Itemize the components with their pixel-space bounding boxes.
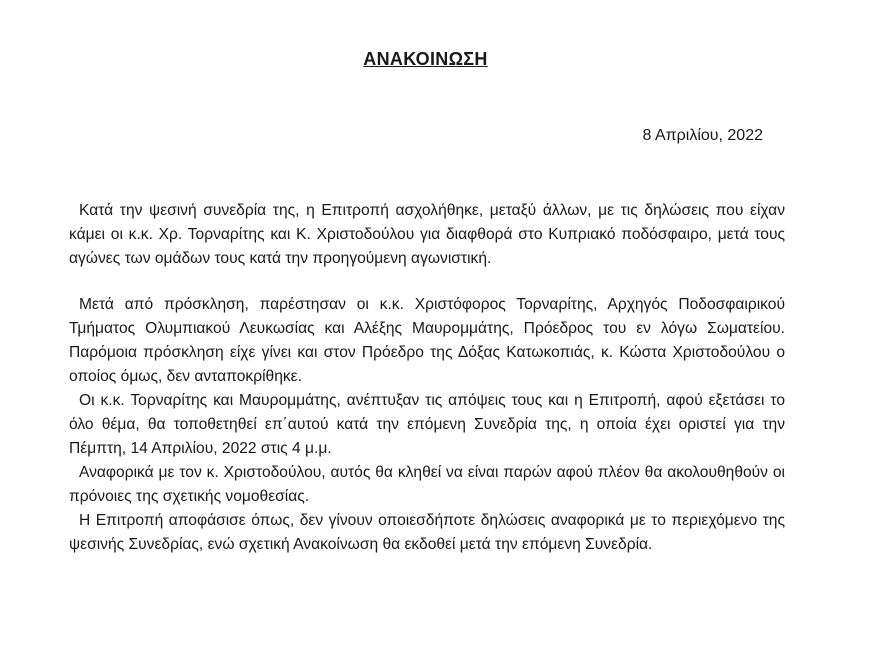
paragraph-1: Κατά την ψεσινή συνεδρία της, η Επιτροπή ασχολήθηκε, μεταξύ άλλων, με τις δηλώσεις που είχαν κάμει οι κ.κ. Χρ. Τορναρίτης και Κ. Χριστοδούλου για διαφθορά στο Κυπριακό ποδόσφαιρο, μετά τους αγώνες των ομάδων τους κατά την προηγούμενη αγωνιστική. — [69, 202, 785, 267]
paragraph-4: Αναφορικά με τον κ. Χριστοδούλου, αυτός θα κληθεί να είναι παρών αφού πλέον θα ακολουθηθούν οι πρόνοιες της σχετικής νομοθεσίας. — [69, 464, 785, 505]
paragraph-5: Η Επιτροπή αποφάσισε όπως, δεν γίνουν οποιεσδήποτε δηλώσεις αναφορικά με το περιεχόμενο της ψεσινής Συνεδρίας, ενώ σχετική Ανακοίνωση θα εκδοθεί μετά την επόμενη Συνεδρία. — [69, 512, 785, 553]
paragraph-2: Μετά από πρόσκληση, παρέστησαν οι κ.κ. Χριστόφορος Τορναρίτης, Αρχηγός Ποδοσφαιρικού Τμήματος Ολυμπιακού Λευκωσίας και Αλέξης Μαυρομμάτης, Πρόεδρος του εν λόγω Σωματείου. Παρόμοια πρόσκληση είχε γίνει και στον Πρόεδρο της Δόξας Κατωκοπιάς, κ. Κώστα Χριστοδούλου ο οποίος όμως, δεν ανταποκρίθηκε. — [69, 296, 785, 385]
announcement-body — [69, 199, 785, 557]
announcement-date: 8 Απριλίου, 2022 — [642, 127, 763, 144]
announcement-title: ΑΝΑΚΟΙΝΩΣΗ — [363, 49, 488, 69]
paragraph-3: Οι κ.κ. Τορναρίτης και Μαυρομμάτης, ανέπτυξαν τις απόψεις τους και η Επιτροπή, αφού εξετάσει το όλο θέμα, θα τοποθετηθεί επ΄αυτού κατά την επόμενη Συνεδρία της, η οποία έχει οριστεί για την Πέμπτη, 14 Απριλίου, 2022 στις 4 μ.μ. — [69, 392, 785, 457]
